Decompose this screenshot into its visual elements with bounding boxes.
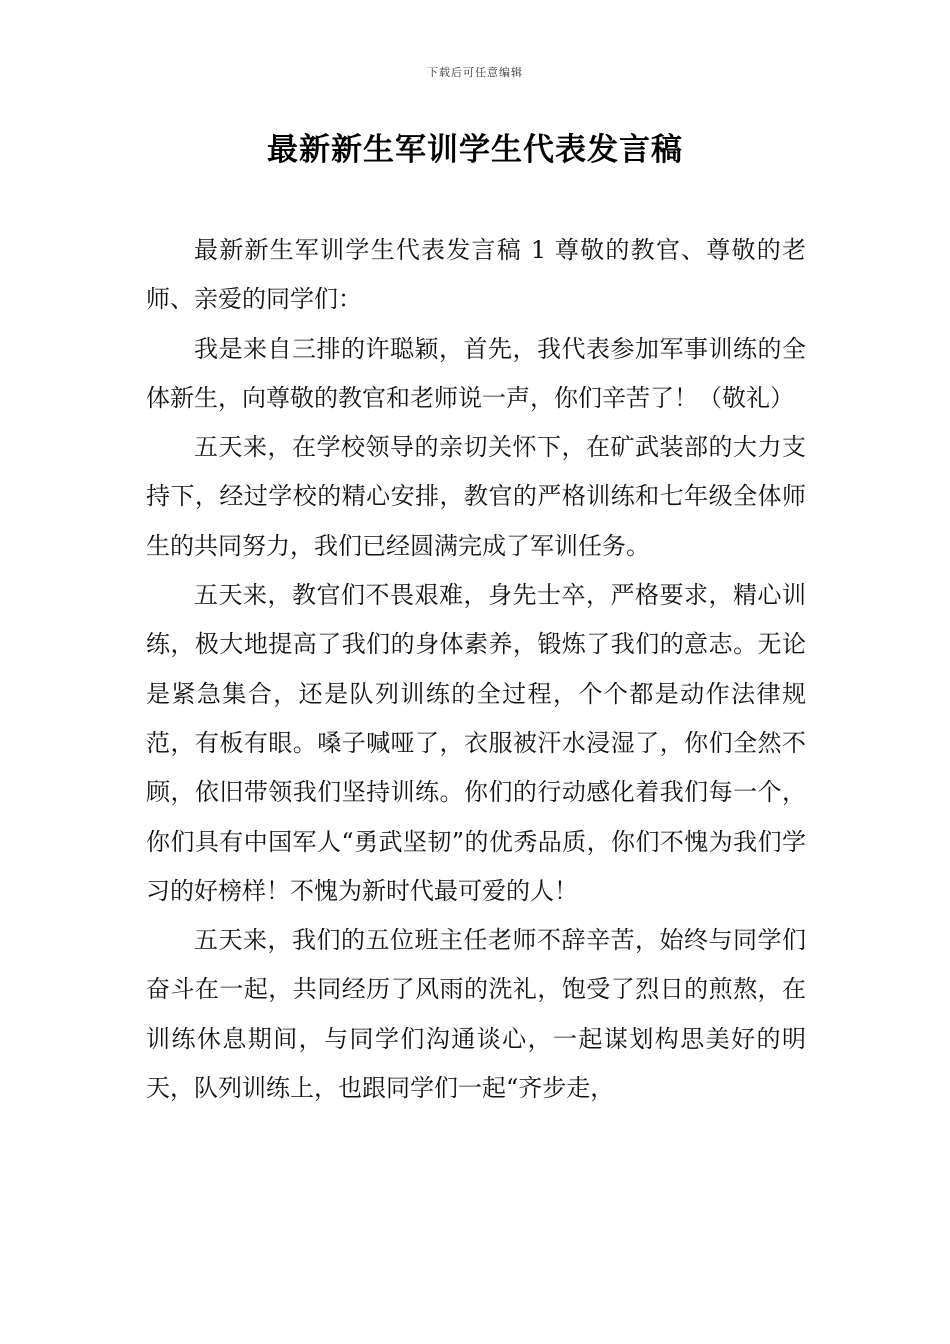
paragraph-4: 五天来，教官们不畏艰难，身先士卒，严格要求，精心训练，极大地提高了我们的身体素养，锻炼了我们的意志。无论是紧急集合，还是队列训练的全过程，个个都是动作法律规范，有板有眼。嗓子喊哑了，衣服被汗水浸湿了，你们全然不顾，依旧带领我们坚持训练。你们的行动感化着我们每一个，你们具有中国军人“勇武坚韧”的优秀品质，你们不愧为我们学习的好榜样！不愧为新时代最可爱的人！ [146, 581, 806, 905]
paragraph-5: 五天来，我们的五位班主任老师不辞辛苦，始终与同学们奋斗在一起，共同经历了风雨的洗礼，饱受了烈日的煎熬，在训练休息期间，与同学们沟通谈心，一起谋划构思美好的明天，队列训练上，也跟同学们一起“齐步走， [146, 926, 806, 1103]
document-title: 最新新生军训学生代表发言稿 [267, 132, 683, 168]
paragraph-3: 五天来，在学校领导的亲切关怀下，在矿武装部的大力支持下，经过学校的精心安排，教官的严格训练和七年级全体师生的共同努力，我们已经圆满完成了军训任务。 [146, 433, 806, 560]
document-body [146, 226, 806, 1113]
paragraph-2: 我是来自三排的许聪颖，首先，我代表参加军事训练的全体新生，向尊敬的教官和老师说一声，你们辛苦了！（敬礼） [146, 334, 806, 412]
header-note: 下载后可任意编辑 [427, 66, 523, 79]
paragraph-1: 最新新生军训学生代表发言稿 1 尊敬的教官、尊敬的老师、亲爱的同学们： [146, 236, 806, 314]
